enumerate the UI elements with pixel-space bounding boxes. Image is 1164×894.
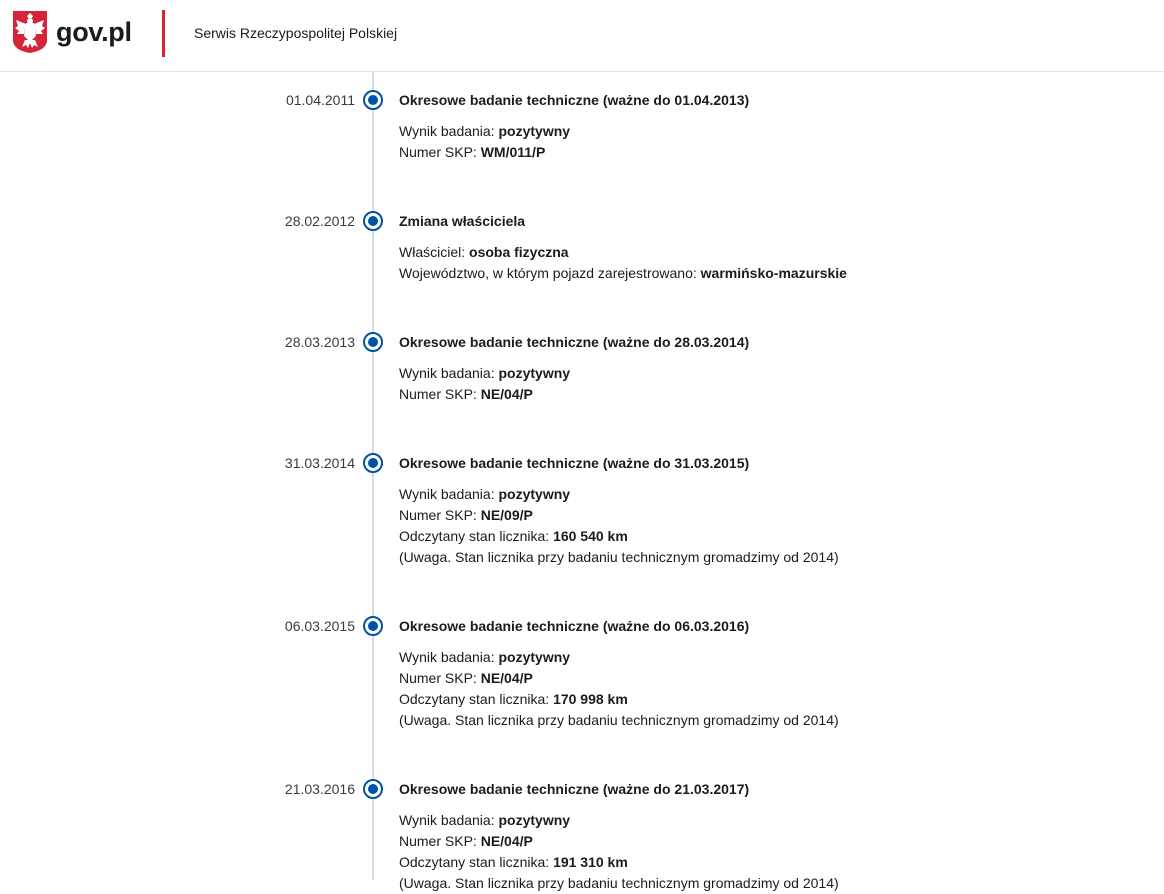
entry-details [399,810,1099,894]
detail-label: Odczytany stan licznika: [399,528,554,544]
detail-line [399,242,1099,263]
detail-value: 160 540 km [553,528,628,544]
entry-title: Okresowe badanie techniczne (ważne do 28.03.2014) [399,334,750,350]
detail-value: 170 998 km [553,691,628,707]
detail-label: Numer SKP: [399,507,481,523]
entry-date: 31.03.2014 [284,455,355,471]
detail-label: Wynik badania: [399,486,499,502]
detail-value: pozytywny [498,649,571,665]
detail-line [399,810,1099,831]
entry-title: Okresowe badanie techniczne (ważne do 31.03.2015) [399,455,750,471]
service-name: Serwis Rzeczypospolitej Polskiej [194,25,398,41]
detail-label: Właściciel: [399,244,470,260]
timeline-marker-icon [363,211,383,231]
detail-label: Numer SKP: [399,670,481,686]
detail-line [399,873,1099,894]
timeline-marker-icon [363,453,383,473]
detail-line [399,484,1099,505]
entry-title: Okresowe badanie techniczne (ważne do 01.04.2013) [399,92,750,108]
detail-line [399,121,1099,142]
detail-label: Numer SKP: [399,386,481,402]
detail-label: Wynik badania: [399,649,499,665]
entry-body [399,780,1099,894]
entry-body [399,617,1099,731]
detail-line [399,505,1099,526]
entry-title: Okresowe badanie techniczne (ważne do 06.03.2016) [399,618,750,634]
detail-line [399,668,1099,689]
detail-line [399,852,1099,873]
entry-details [399,121,1099,163]
entry-body [399,212,1099,284]
detail-value: pozytywny [498,812,571,828]
detail-label: (Uwaga. Stan licznika przy badaniu technicznym gromadzimy od 2014) [399,549,839,565]
entry-details [399,363,1099,405]
detail-line [399,263,1099,284]
detail-line [399,647,1099,668]
detail-value: NE/04/P [480,386,533,402]
site-header [0,0,1164,72]
timeline-marker-icon [363,90,383,110]
detail-value: NE/04/P [480,833,533,849]
detail-line [399,363,1099,384]
entry-date: 06.03.2015 [284,618,355,634]
entry-details [399,647,1099,731]
detail-value: NE/09/P [480,507,533,523]
entry-body [399,454,1099,568]
gov-pl-logo[interactable] [12,10,132,54]
entry-details [399,242,1099,284]
detail-label: Odczytany stan licznika: [399,854,554,870]
header-divider [162,10,165,57]
detail-label: Wynik badania: [399,123,499,139]
entry-date: 21.03.2016 [284,781,355,797]
detail-line [399,384,1099,405]
detail-line [399,142,1099,163]
timeline-line [372,71,374,880]
detail-label: Numer SKP: [399,144,481,160]
timeline-marker-icon [363,616,383,636]
entry-body [399,91,1099,163]
detail-line [399,831,1099,852]
detail-value: NE/04/P [480,670,533,686]
detail-label: (Uwaga. Stan licznika przy badaniu technicznym gromadzimy od 2014) [399,712,839,728]
detail-label: Wynik badania: [399,365,499,381]
brand-name: gov.pl [56,16,132,47]
detail-value: pozytywny [498,123,571,139]
detail-value: pozytywny [498,365,571,381]
detail-value: 191 310 km [553,854,628,870]
detail-line [399,689,1099,710]
detail-line [399,526,1099,547]
detail-line [399,710,1099,731]
detail-label: Województwo, w którym pojazd zarejestrowano: [399,265,701,281]
vehicle-history-timeline [0,71,1164,891]
entry-details [399,484,1099,568]
entry-date: 01.04.2011 [285,92,355,108]
timeline-marker-icon [363,332,383,352]
detail-value: pozytywny [498,486,571,502]
detail-line [399,547,1099,568]
detail-label: Numer SKP: [399,833,481,849]
polish-eagle-emblem-icon [12,10,48,54]
detail-value: osoba fizyczna [469,244,569,260]
entry-title: Okresowe badanie techniczne (ważne do 21.03.2017) [399,781,750,797]
detail-label: Odczytany stan licznika: [399,691,554,707]
detail-label: (Uwaga. Stan licznika przy badaniu technicznym gromadzimy od 2014) [399,875,839,891]
entry-title: Zmiana właściciela [399,213,526,229]
timeline-marker-icon [363,779,383,799]
entry-date: 28.03.2013 [284,334,355,350]
entry-body [399,333,1099,405]
detail-label: Wynik badania: [399,812,499,828]
entry-date: 28.02.2012 [284,213,355,229]
detail-value: WM/011/P [480,144,546,160]
detail-value: warmińsko-mazurskie [700,265,847,281]
